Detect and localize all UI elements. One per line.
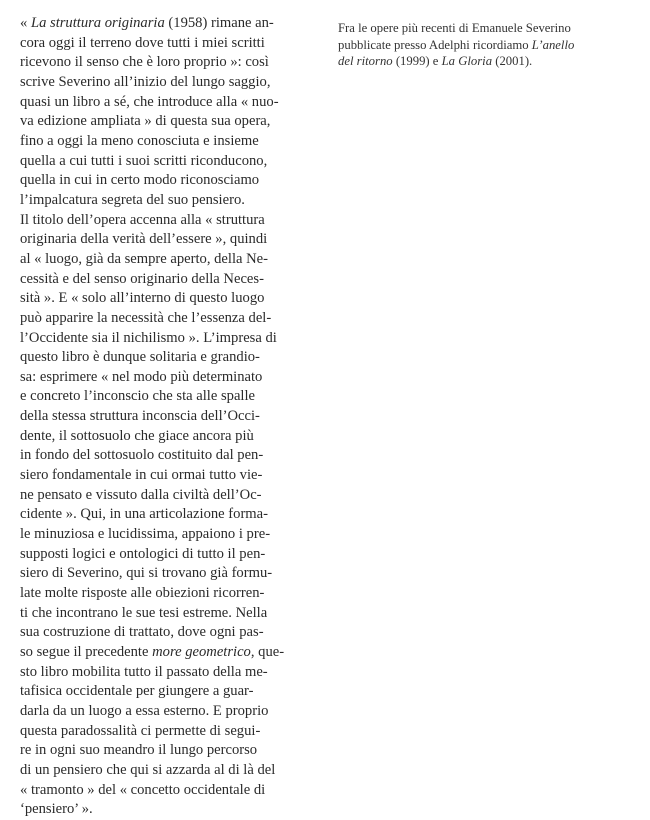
body-text-line [20,112,320,132]
text-run: cessità e del senso originario della Neces- [20,270,264,287]
text-run: sto libro mobilita tutto il passato della me- [20,663,268,680]
text-run: supposti logici e ontologici di tutto il pen- [20,545,266,562]
note-text-line [338,20,638,37]
body-text-line [20,604,320,624]
text-run: ne pensato e vissuto dalla civiltà dell’Oc- [20,486,262,503]
text-run: (1999) e [392,54,442,69]
body-text-line [20,741,320,761]
body-text-line [20,427,320,447]
text-run: ‘pensiero’ ». [20,801,93,818]
body-text-line [20,564,320,584]
text-run: « tramonto » del « concetto occidentale di [20,781,266,798]
body-text-line [20,93,320,113]
text-run: può apparire la necessità che l’essenza del- [20,309,272,326]
text-run: tafisica occidentale per giungere a guar- [20,683,254,700]
body-text-line [20,171,320,191]
italic-text: L’anello [531,37,575,52]
body-text-line [20,800,320,820]
italic-text: La struttura originaria [30,15,165,31]
body-text-line [20,53,320,73]
body-text-line [20,682,320,702]
body-text-line [20,34,320,54]
body-text-line [20,407,320,427]
body-text-line [20,761,320,781]
body-text-line [20,309,320,329]
body-text-line [20,781,320,801]
text-run: l’Occidente sia il nichilismo ». L’impresa di [20,329,277,346]
main-text-column [20,14,320,820]
text-run: Il titolo dell’opera accenna alla « struttura [20,211,265,228]
text-run: dente, il sottosuolo che giace ancora più [20,427,254,444]
body-text-line [20,368,320,388]
side-note [338,20,638,70]
text-run: originaria della verità dell’essere », quindi [20,231,268,248]
text-run: l’impalcatura segreta del suo pensiero. [20,191,245,208]
body-text-line [20,211,320,231]
text-run: questo libro è dunque solitaria e grandio- [20,349,260,366]
text-run: , que- [250,644,285,660]
body-text-line [20,270,320,290]
body-text-line [20,486,320,506]
body-text-line [20,446,320,466]
body-text-line [20,643,320,663]
text-run: Fra le opere più recenti di Emanuele Severino [338,21,571,35]
text-run: cora oggi il terreno dove tutti i miei scritti [20,34,265,51]
body-text-line [20,289,320,309]
body-text-line [20,584,320,604]
body-text-line [20,250,320,270]
text-run: questa paradossalità ci permette di segui- [20,722,261,739]
body-text-line [20,191,320,211]
text-run: sità ». E « solo all’interno di questo luogo [20,290,265,307]
body-text-line [20,387,320,407]
body-text-line [20,505,320,525]
text-run: (1958) rimane an- [164,15,274,31]
text-run: sua costruzione di trattato, dove ogni pas- [20,624,264,641]
text-run: so segue il precedente [20,644,153,660]
text-run: quella a cui tutti i suoi scritti riconducono, [20,152,268,169]
text-run: della stessa struttura inconscia dell’Occi- [20,408,260,425]
body-text-line [20,525,320,545]
text-run: al « luogo, già da sempre aperto, della Ne- [20,250,269,267]
italic-text: more geometrico [152,644,251,660]
text-run: va edizione ampliata » di questa sua opera, [20,113,271,130]
text-run: di un pensiero che qui si azzarda al di là del [20,761,276,778]
body-text-line [20,722,320,742]
text-run: sa: esprimere « nel modo più determinato [20,368,263,385]
text-run: pubblicate presso Adelphi ricordiamo [338,37,532,52]
italic-text: La Gloria [441,54,493,69]
text-run: siero di Severino, qui si trovano già formu- [20,565,273,582]
text-run: e concreto l’inconscio che sta alle spalle [20,388,256,405]
text-run: « [20,15,31,31]
text-run: fino a oggi la meno conosciuta e insieme [20,132,259,149]
body-text-line [20,132,320,152]
body-text-line [20,348,320,368]
text-run: quella in cui in certo modo riconosciamo [20,172,260,189]
text-run: scrive Severino all’inizio del lungo saggio, [20,73,271,90]
body-text-line [20,623,320,643]
text-run: siero fondamentale in cui ormai tutto vie- [20,467,263,484]
text-run: late molte risposte alle obiezioni ricorren- [20,585,265,602]
body-text-line [20,152,320,172]
text-run: ti che incontrano le sue tesi estreme. Nella [20,604,268,621]
italic-text: del ritorno [338,54,393,69]
body-text-line [20,545,320,565]
text-run: quasi un libro a sé, che introduce alla « nuo- [20,93,279,110]
note-text-line [338,53,638,70]
body-text-line [20,329,320,349]
text-run: in fondo del sottosuolo costituito dal pen- [20,447,264,464]
body-text-line [20,14,320,34]
body-text-line [20,230,320,250]
text-run: re in ogni suo meandro il lungo percorso [20,742,258,759]
text-run: darla da un luogo a essa esterno. E proprio [20,702,269,719]
text-run: (2001). [492,54,533,69]
body-text-line [20,663,320,683]
body-text-line [20,702,320,722]
text-run: ricevono il senso che è loro proprio »: così [20,54,269,71]
body-text-line [20,466,320,486]
body-text-line [20,73,320,93]
note-text-line [338,37,638,54]
text-run: cidente ». Qui, in una articolazione forma- [20,506,268,523]
text-run: le minuziosa e lucidissima, appaiono i pre- [20,526,271,543]
